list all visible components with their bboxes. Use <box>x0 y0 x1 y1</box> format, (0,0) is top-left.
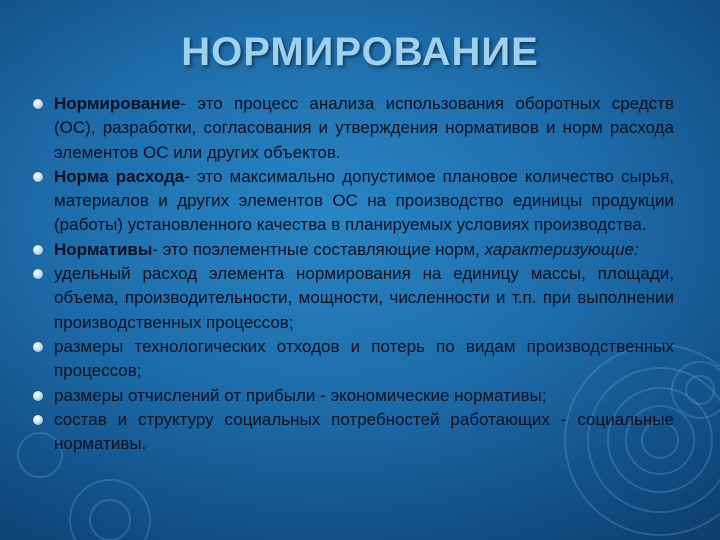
bullet-list <box>32 92 674 456</box>
item-text: удельный расход элемента нормирования на единицу массы, площади, объема, производительности, мощности, численности и т.п. при выполнении производственных процессов; <box>54 264 674 332</box>
list-item <box>32 262 674 335</box>
definition: - это процесс анализа использования оборотных средств (ОС), разработки, согласования и утверждения нормативов и норм расхода элементов ОС или других объектов. <box>54 94 674 162</box>
definition-italic: характеризующие: <box>484 239 639 259</box>
item-text: состав и структуру социальных потребностей работающих - социальные нормативы. <box>54 409 674 454</box>
definition: - это максимально допустимое плановое количество сырья, материалов и других элементов ОС на производство единицы продукции (работы) установленного качества в планируемых условиях производства. <box>54 166 674 235</box>
list-item <box>32 335 674 384</box>
bullet-icon <box>33 172 43 182</box>
definition: - это поэлементные составляющие норм, <box>152 239 485 259</box>
term: Нормативы <box>54 239 153 259</box>
bullet-icon <box>33 269 43 279</box>
bullet-icon <box>33 99 43 109</box>
term: Нормирование <box>54 94 181 113</box>
bullet-icon <box>33 415 43 425</box>
item-text: размеры отчислений от прибыли - экономические нормативы; <box>54 385 547 405</box>
bullet-icon <box>33 391 43 401</box>
list-item <box>32 384 674 408</box>
bullet-icon <box>33 245 43 255</box>
item-text: размеры технологических отходов и потерь по видам производственных процессов; <box>54 336 674 381</box>
bullet-icon <box>33 342 43 352</box>
list-item <box>32 238 674 262</box>
list-item <box>32 408 674 457</box>
slide-title: НОРМИРОВАНИЕ <box>181 30 539 74</box>
term: Норма расхода <box>54 166 185 186</box>
list-item <box>32 165 674 238</box>
list-item <box>32 92 674 165</box>
